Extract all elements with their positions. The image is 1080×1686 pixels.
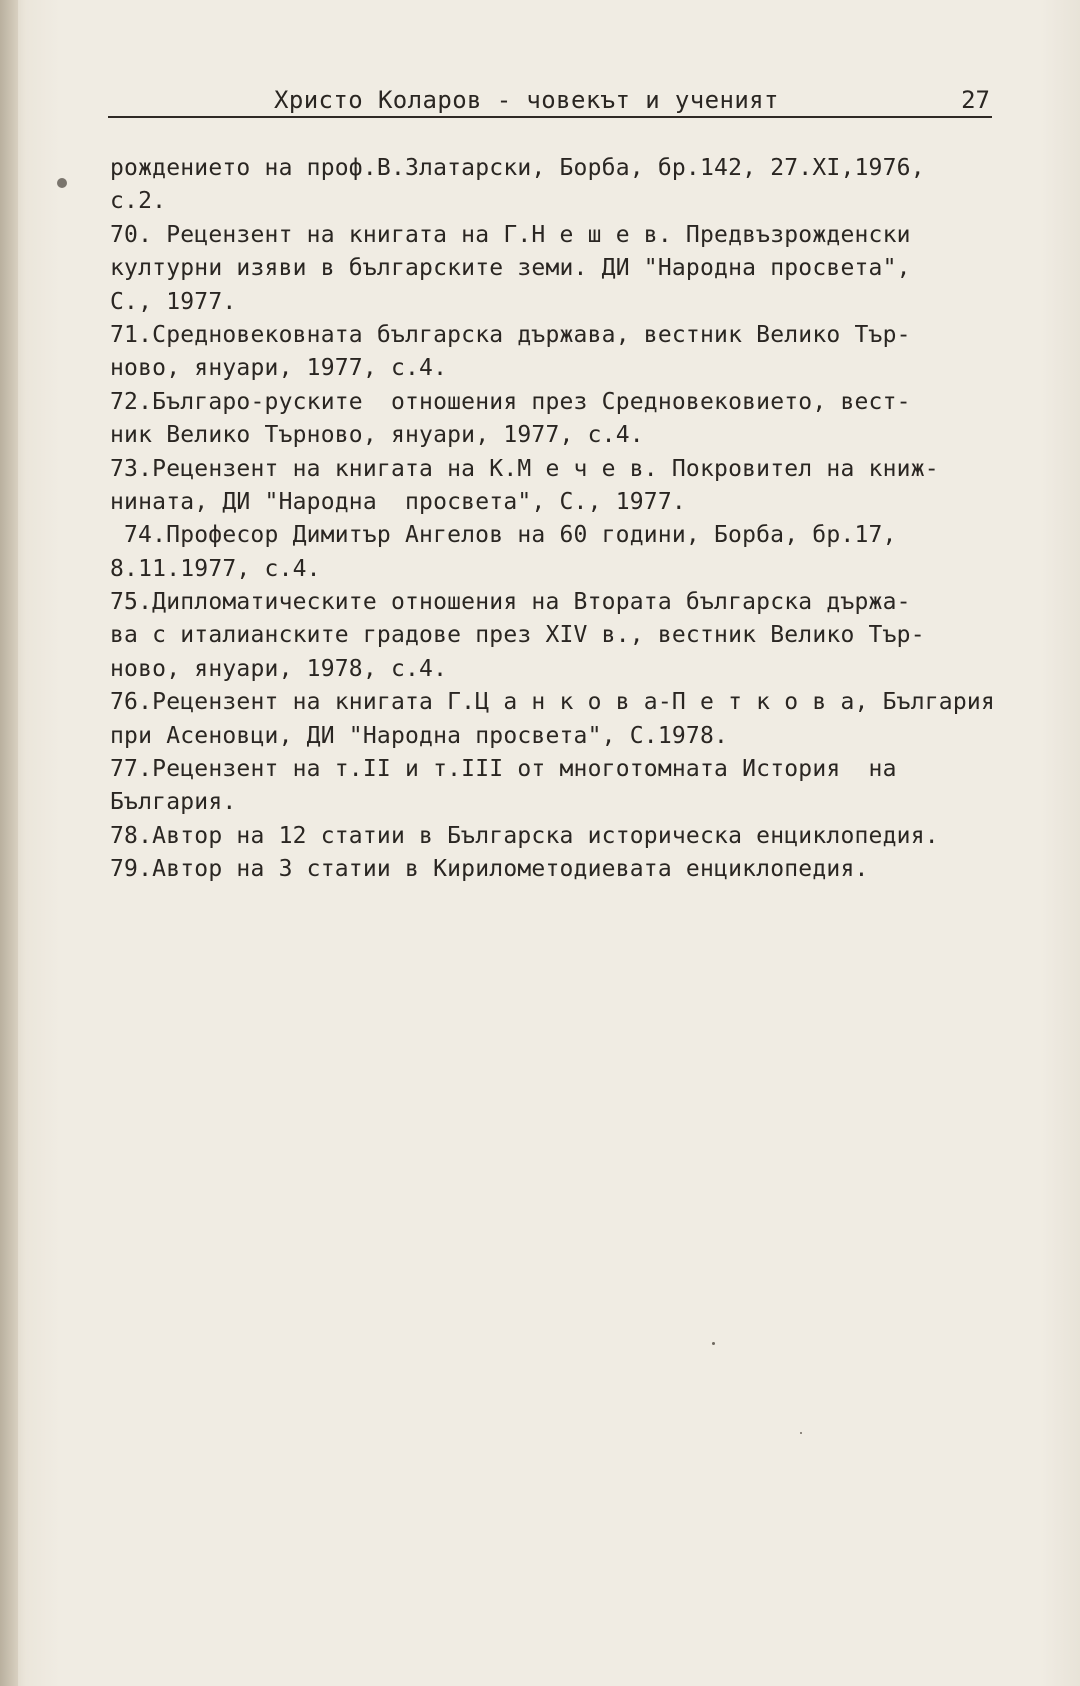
entry-line: 73.Рецензент на книгата на К.М е ч е в. Покровител на книж- xyxy=(110,455,939,482)
entry-line: 8.11.1977, с.4. xyxy=(110,555,321,582)
entry-line: ник Велико Търново, януари, 1977, с.4. xyxy=(110,422,644,449)
running-title: Христо Коларов - човекът и ученият xyxy=(274,86,779,114)
entry-line: 72.Българо-руските отношения през Средновековието, вест- xyxy=(110,388,911,415)
list-item xyxy=(110,152,1010,219)
list-item xyxy=(110,686,1010,753)
list-item xyxy=(110,586,1010,686)
paper-speck xyxy=(800,1432,802,1434)
page-header xyxy=(108,82,992,118)
entry-line: 76.Рецензент на книгата Г.Ц а н к о в а-П е т к о в а, България xyxy=(110,689,995,716)
entry-line: 77.Рецензент на т.II и т.III от многотомната История на xyxy=(110,756,897,783)
entry-line: 75.Дипломатическите отношения на Втората българска държа- xyxy=(110,589,911,616)
list-item xyxy=(110,853,1010,886)
entry-line: ново, януари, 1978, с.4. xyxy=(110,655,448,682)
list-item xyxy=(110,386,1010,453)
list-item xyxy=(110,519,1010,586)
entry-line: 71.Средновековната българска държава, вестник Велико Тър- xyxy=(110,321,911,348)
margin-punch-mark xyxy=(57,178,67,188)
entry-line: 78.Автор на 12 статии в Българска историческа енциклопедия. xyxy=(110,822,939,849)
entry-line: С., 1977. xyxy=(110,288,237,315)
entry-line: ново, януари, 1977, с.4. xyxy=(110,355,448,382)
list-item xyxy=(110,219,1010,319)
entry-line: ва с италианските градове през XIV в., вестник Велико Тър- xyxy=(110,622,925,649)
entry-line: България. xyxy=(110,789,237,816)
list-item xyxy=(110,319,1010,386)
paper-speck xyxy=(712,1342,715,1345)
entry-line: 79.Автор на 3 статии в Кирилометодиевата енциклопедия. xyxy=(110,856,869,883)
list-item xyxy=(110,820,1010,853)
entry-line: при Асеновци, ДИ "Народна просвета", С.1978. xyxy=(110,722,729,749)
entry-line: 74.Професор Димитър Ангелов на 60 години, Борба, бр.17, xyxy=(124,522,897,549)
entry-line: културни изяви в българските земи. ДИ "Народна просвета", xyxy=(110,255,911,282)
entry-line: рождението на проф.В.Златарски, Борба, бр.142, 27.XI,1976, xyxy=(110,155,925,181)
page-number: 27 xyxy=(961,86,990,114)
list-item xyxy=(110,453,1010,520)
bibliography-list xyxy=(110,152,1010,887)
entry-line: нината, ДИ "Народна просвета", С., 1977. xyxy=(110,488,686,515)
entry-line: с.2. xyxy=(110,188,167,215)
binding-edge xyxy=(0,0,18,1686)
entry-line: 70. Рецензент на книгата на Г.Н е ш е в. Предвъзрожденски xyxy=(110,221,911,248)
list-item xyxy=(110,753,1010,820)
